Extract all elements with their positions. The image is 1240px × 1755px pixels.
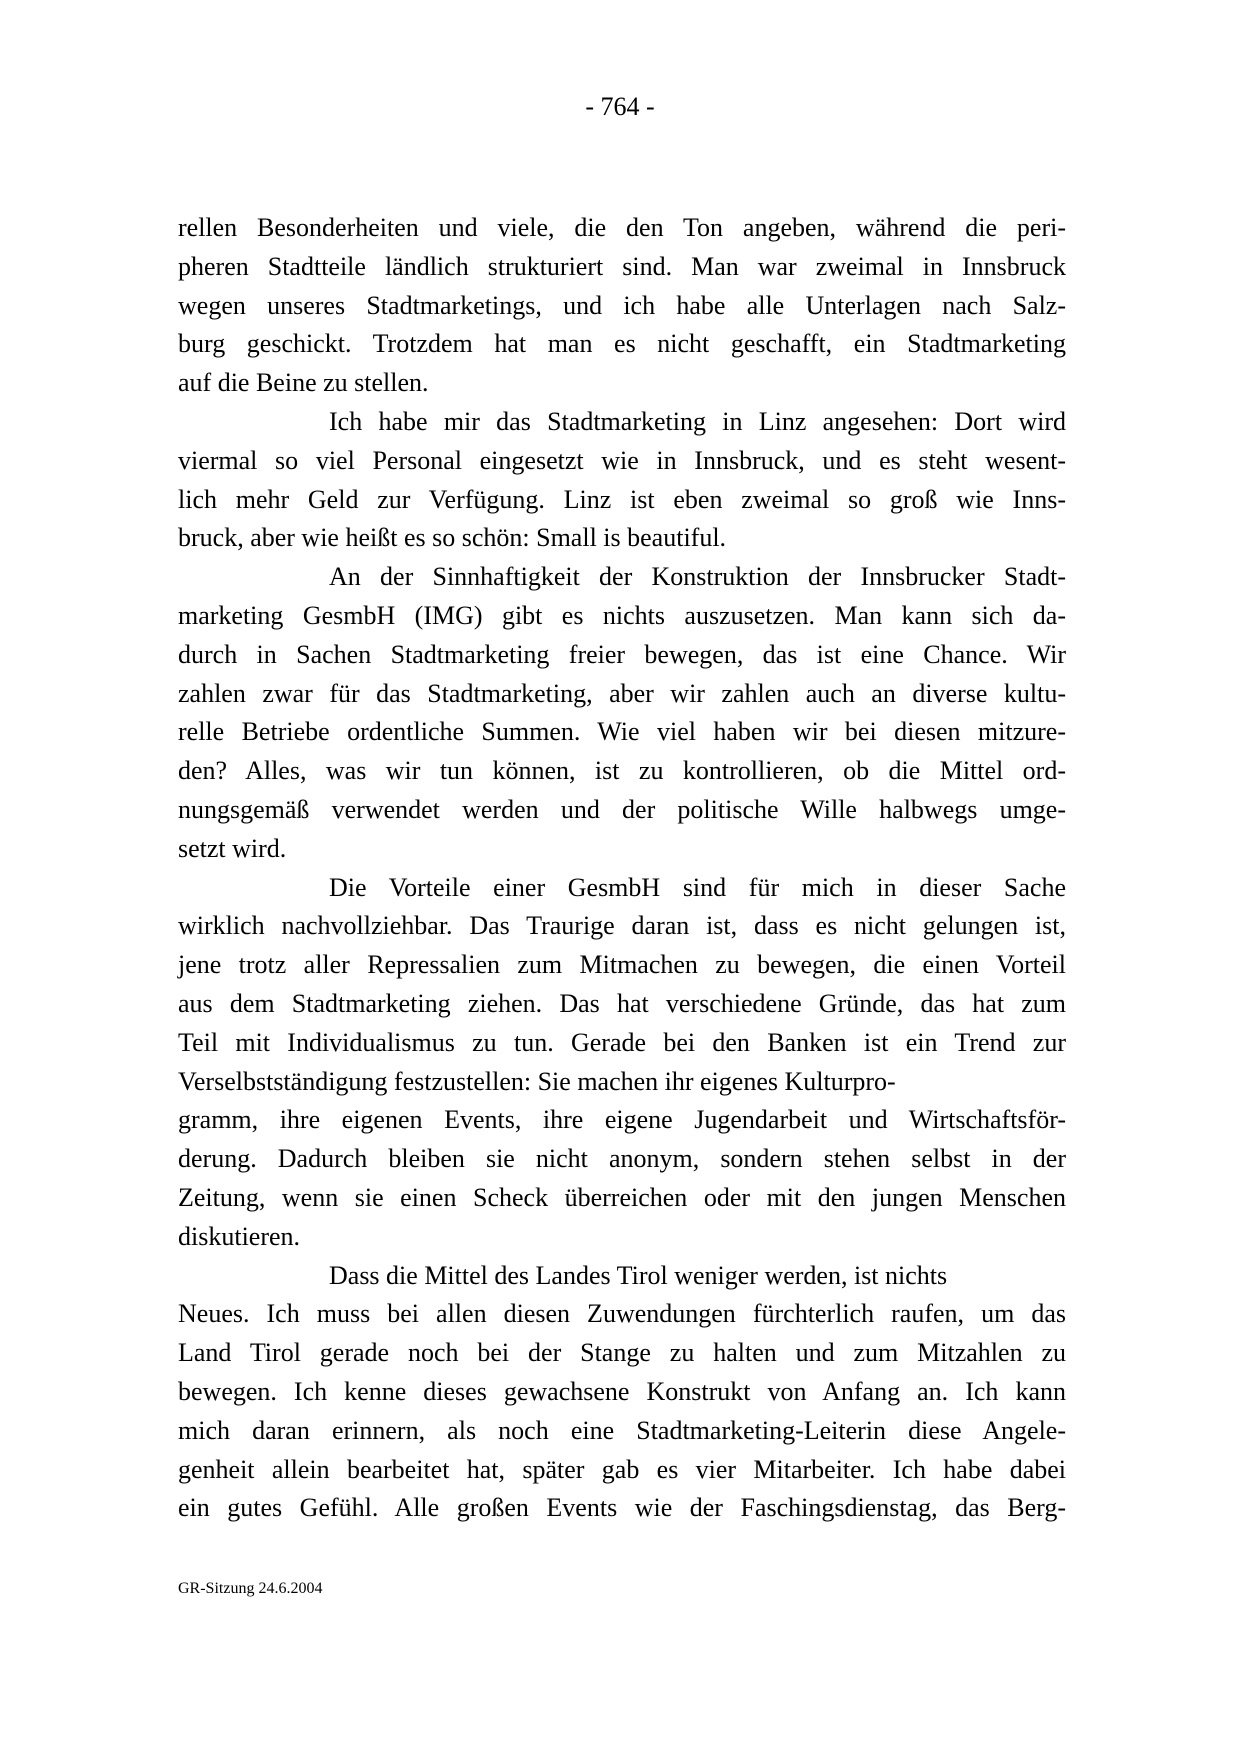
body-text [178, 209, 1066, 1528]
text-line: Ich habe mir das Stadtmarketing in Linz angesehen: Dort wird [329, 406, 1066, 436]
text-line: wegen unseres Stadtmarketings, und ich habe alle Unterlagen nach Salz- [178, 290, 1066, 320]
text-line: auf die Beine zu stellen. [178, 368, 429, 398]
text-line: marketing GesmbH (IMG) gibt es nichts auszusetzen. Man kann sich da- [178, 600, 1066, 630]
text-line: zahlen zwar für das Stadtmarketing, aber wir zahlen auch an diverse kultu- [178, 678, 1066, 708]
text-line: wirklich nachvollziehbar. Das Traurige daran ist, dass es nicht gelungen ist, [178, 911, 1066, 941]
text-line: setzt wird. [178, 833, 287, 863]
text-line: relle Betriebe ordentliche Summen. Wie viel haben wir bei diesen mitzure- [178, 717, 1066, 747]
text-line: jene trotz aller Repressalien zum Mitmachen zu bewegen, die einen Vorteil [178, 950, 1066, 980]
footer: GR-Sitzung 24.6.2004 [178, 1580, 323, 1597]
text-line: diskutieren. [178, 1221, 301, 1251]
text-line: aus dem Stadtmarketing ziehen. Das hat verschiedene Gründe, das hat zum [178, 988, 1066, 1018]
text-line: gramm, ihre eigenen Events, ihre eigene Jugendarbeit und Wirtschaftsför- [178, 1105, 1066, 1135]
text-line: durch in Sachen Stadtmarketing freier bewegen, das ist eine Chance. Wir [178, 639, 1066, 669]
text-line: Zeitung, wenn sie einen Scheck überreichen oder mit den jungen Menschen [178, 1182, 1066, 1212]
text-line: mich daran erinnern, als noch eine Stadtmarketing-Leiterin diese Angele- [178, 1415, 1066, 1445]
page-number: - 764 - [585, 92, 655, 121]
text-line: ein gutes Gefühl. Alle großen Events wie der Faschingsdienstag, das Berg- [178, 1493, 1066, 1523]
text-line: Neues. Ich muss bei allen diesen Zuwendungen fürchterlich raufen, um das [178, 1299, 1066, 1329]
text-line: genheit allein bearbeitet hat, später gab es vier Mitarbeiter. Ich habe dabei [178, 1454, 1066, 1484]
text-line: pheren Stadtteile ländlich strukturiert sind. Man war zweimal in Innsbruck [178, 251, 1066, 281]
text-line: nungsgemäß verwendet werden und der politische Wille halbwegs umge- [178, 794, 1066, 824]
text-line: viermal so viel Personal eingesetzt wie in Innsbruck, und es steht wesent- [178, 445, 1066, 475]
text-line: bewegen. Ich kenne dieses gewachsene Konstrukt von Anfang an. Ich kann [178, 1376, 1066, 1406]
text-line: burg geschickt. Trotzdem hat man es nicht geschafft, ein Stadtmarketing [178, 329, 1066, 359]
text-line: Die Vorteile einer GesmbH sind für mich in dieser Sache [329, 872, 1066, 902]
text-line: Verselbstständigung festzustellen: Sie machen ihr eigenes Kulturpro- [178, 1066, 896, 1096]
text-line: An der Sinnhaftigkeit der Konstruktion der Innsbrucker Stadt- [329, 562, 1066, 592]
text-line: derung. Dadurch bleiben sie nicht anonym, sondern stehen selbst in der [178, 1144, 1066, 1174]
text-line: rellen Besonderheiten und viele, die den Ton angeben, während die peri- [178, 213, 1066, 242]
text-line: lich mehr Geld zur Verfügung. Linz ist eben zweimal so groß wie Inns- [178, 484, 1066, 514]
text-line: Dass die Mittel des Landes Tirol weniger werden, ist nichts [329, 1260, 948, 1290]
text-line: Teil mit Individualismus zu tun. Gerade bei den Banken ist ein Trend zur [178, 1027, 1066, 1057]
text-line: bruck, aber wie heißt es so schön: Small is beautiful. [178, 523, 727, 553]
text-line: Land Tirol gerade noch bei der Stange zu halten und zum Mitzahlen zu [178, 1338, 1066, 1368]
text-line: den? Alles, was wir tun können, ist zu kontrollieren, ob die Mittel ord- [178, 756, 1066, 786]
